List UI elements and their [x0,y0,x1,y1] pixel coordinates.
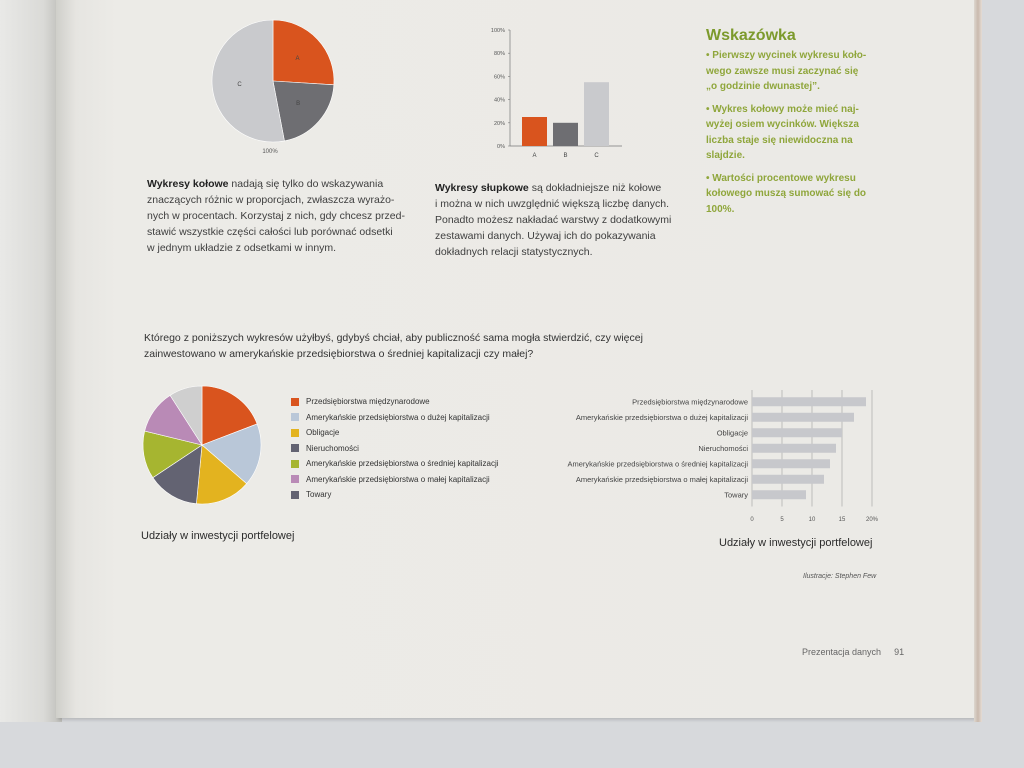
legend-label: Towary [306,490,332,500]
legend-label: Nieruchomości [306,443,359,453]
pie-description-bold: Wykresy kołowe [147,178,229,190]
pie-description-line: nych w procentach. Korzystaj z nich, gdy chcesz przed- [147,210,405,222]
x-tick-label: C [594,153,599,159]
bar [584,82,609,146]
legend-label: Amerykańskie przedsiębiorstwa o dużej kapitalizacji [306,412,490,422]
bar-description-line: są dokładniejsze niż kołowe [528,182,662,194]
question-line: zainwestowano w amerykańskie przedsiębiorstwa o średniej kapitalizacji czy małej? [144,348,534,360]
pie-slice-label: B [296,101,301,108]
y-tick-label: 20% [493,120,505,127]
x-tick-label: B [563,153,568,159]
bar-chart-description [435,180,695,260]
legend-item [291,472,531,488]
question-text [144,330,704,362]
bar-category-label: Amerykańskie przedsiębiorstwa o średniej kapitalizacji [567,459,748,469]
bar-category-label: Amerykańskie przedsiębiorstwa o małej kapitalizacji [575,474,748,484]
footer-section: Prezentacja danych [802,647,882,657]
tip-box [706,27,896,224]
bar [752,490,806,499]
x-tick-label: 0 [750,517,754,523]
bar-category-label: Amerykańskie przedsiębiorstwa o dużej kapitalizacji [575,412,748,422]
x-tick-label: 15 [838,517,846,523]
x-tick-label: 20% [865,517,879,523]
x-tick-label: A [532,153,537,159]
small-pie-chart [200,15,350,160]
portfolio-bar-chart [530,385,890,530]
x-tick-label: 10 [808,517,816,523]
bar-description-line: dokładnych relacji statystycznych. [435,246,593,258]
pie-chart-description [147,176,417,256]
legend-swatch [291,460,299,468]
legend-label: Amerykańskie przedsiębiorstwa o średniej kapitalizacji [306,459,499,469]
y-tick-label: 0% [497,144,505,150]
legend-item [291,456,531,472]
left-page-edge [0,0,62,722]
tip-item: • Wykres kołowy może mieć naj- wyżej osiem wycinków. Większa liczba staje się niewidoczna na slajdzie. [706,103,859,161]
pie-description-line: w jednym układzie z odsetkami w innym. [147,242,337,254]
pie-description-line: nadają się tylko do wskazywania [228,178,384,190]
y-tick-label: 40% [493,97,505,104]
pie-slice-label: A [295,56,300,63]
bar-category-label: Nieruchomości [698,443,748,453]
small-pie-percent-label: 100% [262,149,278,155]
legend-swatch [291,413,299,421]
pie-description-line: znaczących różnic w proporcjach, zwłaszcza wyrażo- [147,194,395,206]
bar-description-bold: Wykresy słupkowe [435,182,529,194]
right-chart-caption: Udziały w inwestycji portfelowej [719,537,873,549]
pie-description-line: stawić wszystkie części całości lub porównać odsetki [147,226,393,238]
bar-category-label: Towary [724,490,748,500]
bar [752,397,866,406]
small-bar-chart [470,20,635,165]
bar-description-line: zestawami danych. Używaj ich do pokazywania [435,230,656,242]
bar [752,444,836,453]
bar [553,123,578,146]
page-footer [802,647,904,657]
legend-swatch [291,398,299,406]
pie-legend [291,394,531,503]
legend-item [291,394,531,410]
illustration-credit: Ilustracje: Stephen Few [803,573,877,580]
legend-item [291,425,531,441]
small-pie-slice [273,20,334,85]
legend-swatch [291,444,299,452]
bar-description-line: Ponadto możesz nakładać warstwy z dodatkowymi [435,214,672,226]
tip-item: • Pierwszy wycinek wykresu koło- wego zawsze musi zaczynać się „o godzinie dwunastej”. [706,50,867,92]
legend-item [291,487,531,503]
legend-label: Obligacje [306,428,340,438]
bar [752,459,830,468]
legend-swatch [291,429,299,437]
bar [752,428,842,437]
tip-item: • Wartości procentowe wykresu kołowego muszą sumować się do 100%. [706,172,867,215]
question-line: Którego z poniższych wykresów użyłbyś, gdybyś chciał, aby publiczność sama mogła stwierdzić, czy więcej [144,332,643,344]
bar [522,117,547,146]
y-tick-label: 60% [493,74,505,81]
footer-page-number: 91 [894,647,905,657]
bar [752,475,824,484]
legend-item [291,441,531,457]
x-tick-label: 5 [780,517,784,523]
legend-label: Amerykańskie przedsiębiorstwa o małej kapitalizacji [306,474,490,484]
bar-category-label: Przedsiębiorstwa międzynarodowe [632,397,748,407]
legend-item [291,410,531,426]
legend-swatch [291,475,299,483]
legend-label: Przedsiębiorstwa międzynarodowe [306,397,430,407]
legend-swatch [291,491,299,499]
left-chart-caption: Udziały w inwestycji portfelowej [141,530,295,542]
bar-category-label: Obligacje [716,428,748,438]
y-tick-label: 80% [493,51,505,58]
portfolio-pie-chart [138,380,268,510]
bar [752,413,854,422]
pie-slice-label: C [237,82,242,89]
y-tick-label: 100% [490,28,505,34]
tip-title: Wskazówka [706,27,796,44]
bar-description-line: i można w nich uwzględnić większą liczbę danych. [435,198,670,210]
page-stack-edge [974,0,982,722]
